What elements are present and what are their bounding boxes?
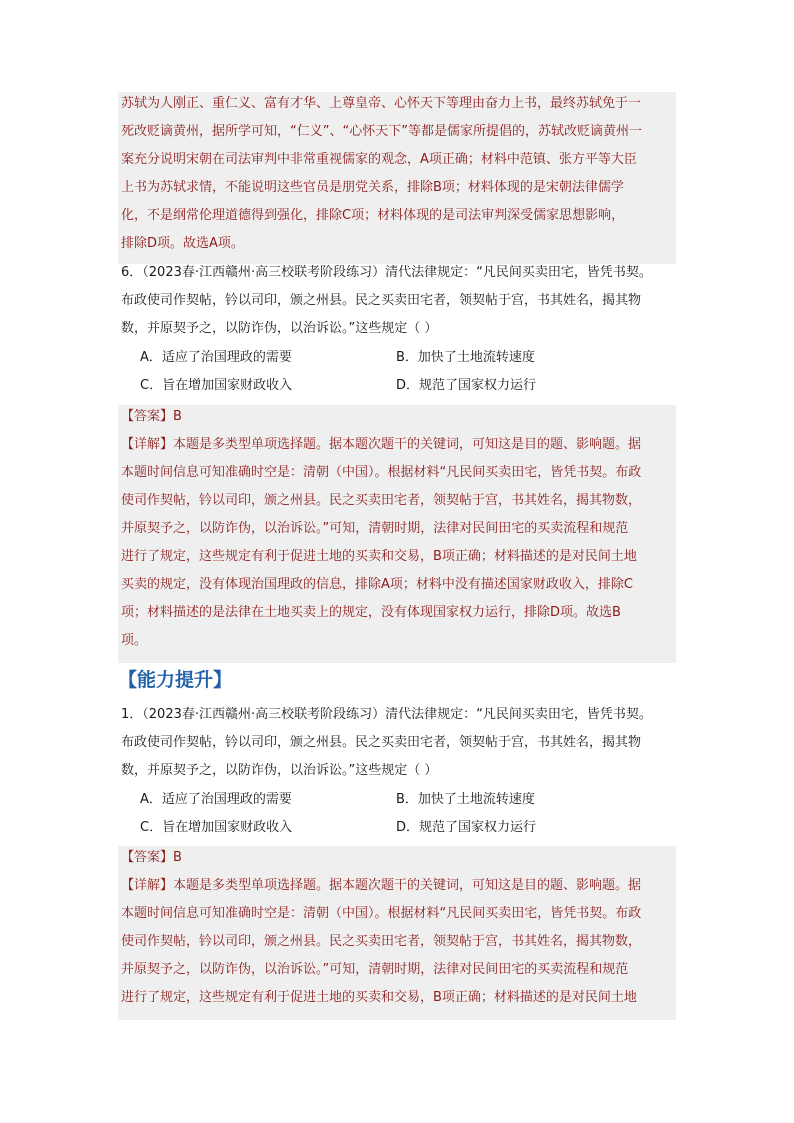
explanation-line: 案充分说明宋朝在司法审判中非常重视儒家的观念，A项正确；材料中范镇、张方平等大臣 <box>121 152 637 167</box>
explanation-line: 排除D项。故选A项。 <box>121 236 244 251</box>
question-6-option-b: B．加快了土地流转速度 <box>396 350 535 365</box>
section-title: 【能力提升】 <box>118 669 233 691</box>
question-6-stem: 布政使司作契帖，钤以司印，颁之州县。民之买卖田宅者，领契帖于宫，书其姓名，揭其物 <box>121 293 642 308</box>
explanation-line: 化，不是纲常伦理道德得到强化，排除C项；材料体现的是司法审判深受儒家思想影响， <box>121 208 625 223</box>
question-6-detail: 项；材料描述的是法律在土地买卖上的规定，没有体现国家权力运行，排除D项。故选B <box>121 605 621 620</box>
explanation-line: 上书为苏轼求情，不能说明这些官员是朋党关系，排除B项；材料体现的是宋朝法律儒学 <box>121 180 624 195</box>
question-1-answer: 【答案】B <box>121 850 182 865</box>
question-6-option-d: D．规范了国家权力运行 <box>396 378 537 393</box>
question-1-detail: 并原契予之，以防诈伪，以治诉讼。”可知，清朝时期，法律对民间田宅的买卖流程和规范 <box>121 962 629 977</box>
explanation-line: 死改贬谪黄州，据所学可知，“仁义”、“心怀天下”等都是儒家所提倡的，苏轼改贬谪黄州一 <box>121 124 642 139</box>
question-6-stem: 6．（2023春·江西赣州·高三校联考阶段练习）清代法律规定：“凡民间买卖田宅，皆凭书契。 <box>121 265 652 280</box>
question-6-answer: 【答案】B <box>121 409 182 424</box>
question-1-detail: 【详解】本题是多类型单项选择题。据本题次题干的关键词，可知这是目的题、影响题。据 <box>121 878 642 893</box>
question-6-detail: 使司作契帖，钤以司印，颁之州县。民之买卖田宅者，领契帖于宫，书其姓名，揭其物数， <box>121 493 642 508</box>
question-1-stem: 布政使司作契帖，钤以司印，颁之州县。民之买卖田宅者，领契帖于宫，书其姓名，揭其物 <box>121 735 642 750</box>
question-1-stem: 数，并原契予之，以防诈伪，以治诉讼。”这些规定（ ） <box>121 763 438 778</box>
question-6-option-c: C．旨在增加国家财政收入 <box>140 378 293 393</box>
question-1-option-a: A．适应了治国理政的需要 <box>140 792 292 807</box>
question-1-detail: 使司作契帖，钤以司印，颁之州县。民之买卖田宅者，领契帖于宫，书其姓名，揭其物数， <box>121 934 642 949</box>
question-6-detail: 进行了规定，这些规定有利于促进土地的买卖和交易，B项正确；材料描述的是对民间土地 <box>121 549 637 564</box>
question-6-detail: 本题时间信息可知准确时空是：清朝（中国）。根据材料“凡民间买卖田宅，皆凭书契。布政 <box>121 465 642 480</box>
question-6-detail: 【详解】本题是多类型单项选择题。据本题次题干的关键词，可知这是目的题、影响题。据 <box>121 437 642 452</box>
question-1-detail: 进行了规定，这些规定有利于促进土地的买卖和交易，B项正确；材料描述的是对民间土地 <box>121 990 637 1005</box>
question-1-stem: 1．（2023春·江西赣州·高三校联考阶段练习）清代法律规定：“凡民间买卖田宅，皆凭书契。 <box>121 707 652 722</box>
question-1-option-b: B．加快了土地流转速度 <box>396 792 535 807</box>
explanation-line: 苏轼为人刚正、重仁义、富有才华、上尊皇帝、心怀天下等理由奋力上书，最终苏轼免于一 <box>121 96 642 111</box>
question-6-option-a: A．适应了治国理政的需要 <box>140 350 292 365</box>
question-6-stem: 数，并原契予之，以防诈伪，以治诉讼。”这些规定（ ） <box>121 321 438 336</box>
question-1-option-d: D．规范了国家权力运行 <box>396 820 537 835</box>
question-1-option-c: C．旨在增加国家财政收入 <box>140 820 293 835</box>
question-6-detail: 项。 <box>121 633 148 648</box>
question-6-detail: 并原契予之，以防诈伪，以治诉讼。”可知，清朝时期，法律对民间田宅的买卖流程和规范 <box>121 521 629 536</box>
question-6-detail: 买卖的规定，没有体现治国理政的信息，排除A项；材料中没有描述国家财政收入，排除C <box>121 577 633 592</box>
question-1-detail: 本题时间信息可知准确时空是：清朝（中国）。根据材料“凡民间买卖田宅，皆凭书契。布政 <box>121 906 642 921</box>
